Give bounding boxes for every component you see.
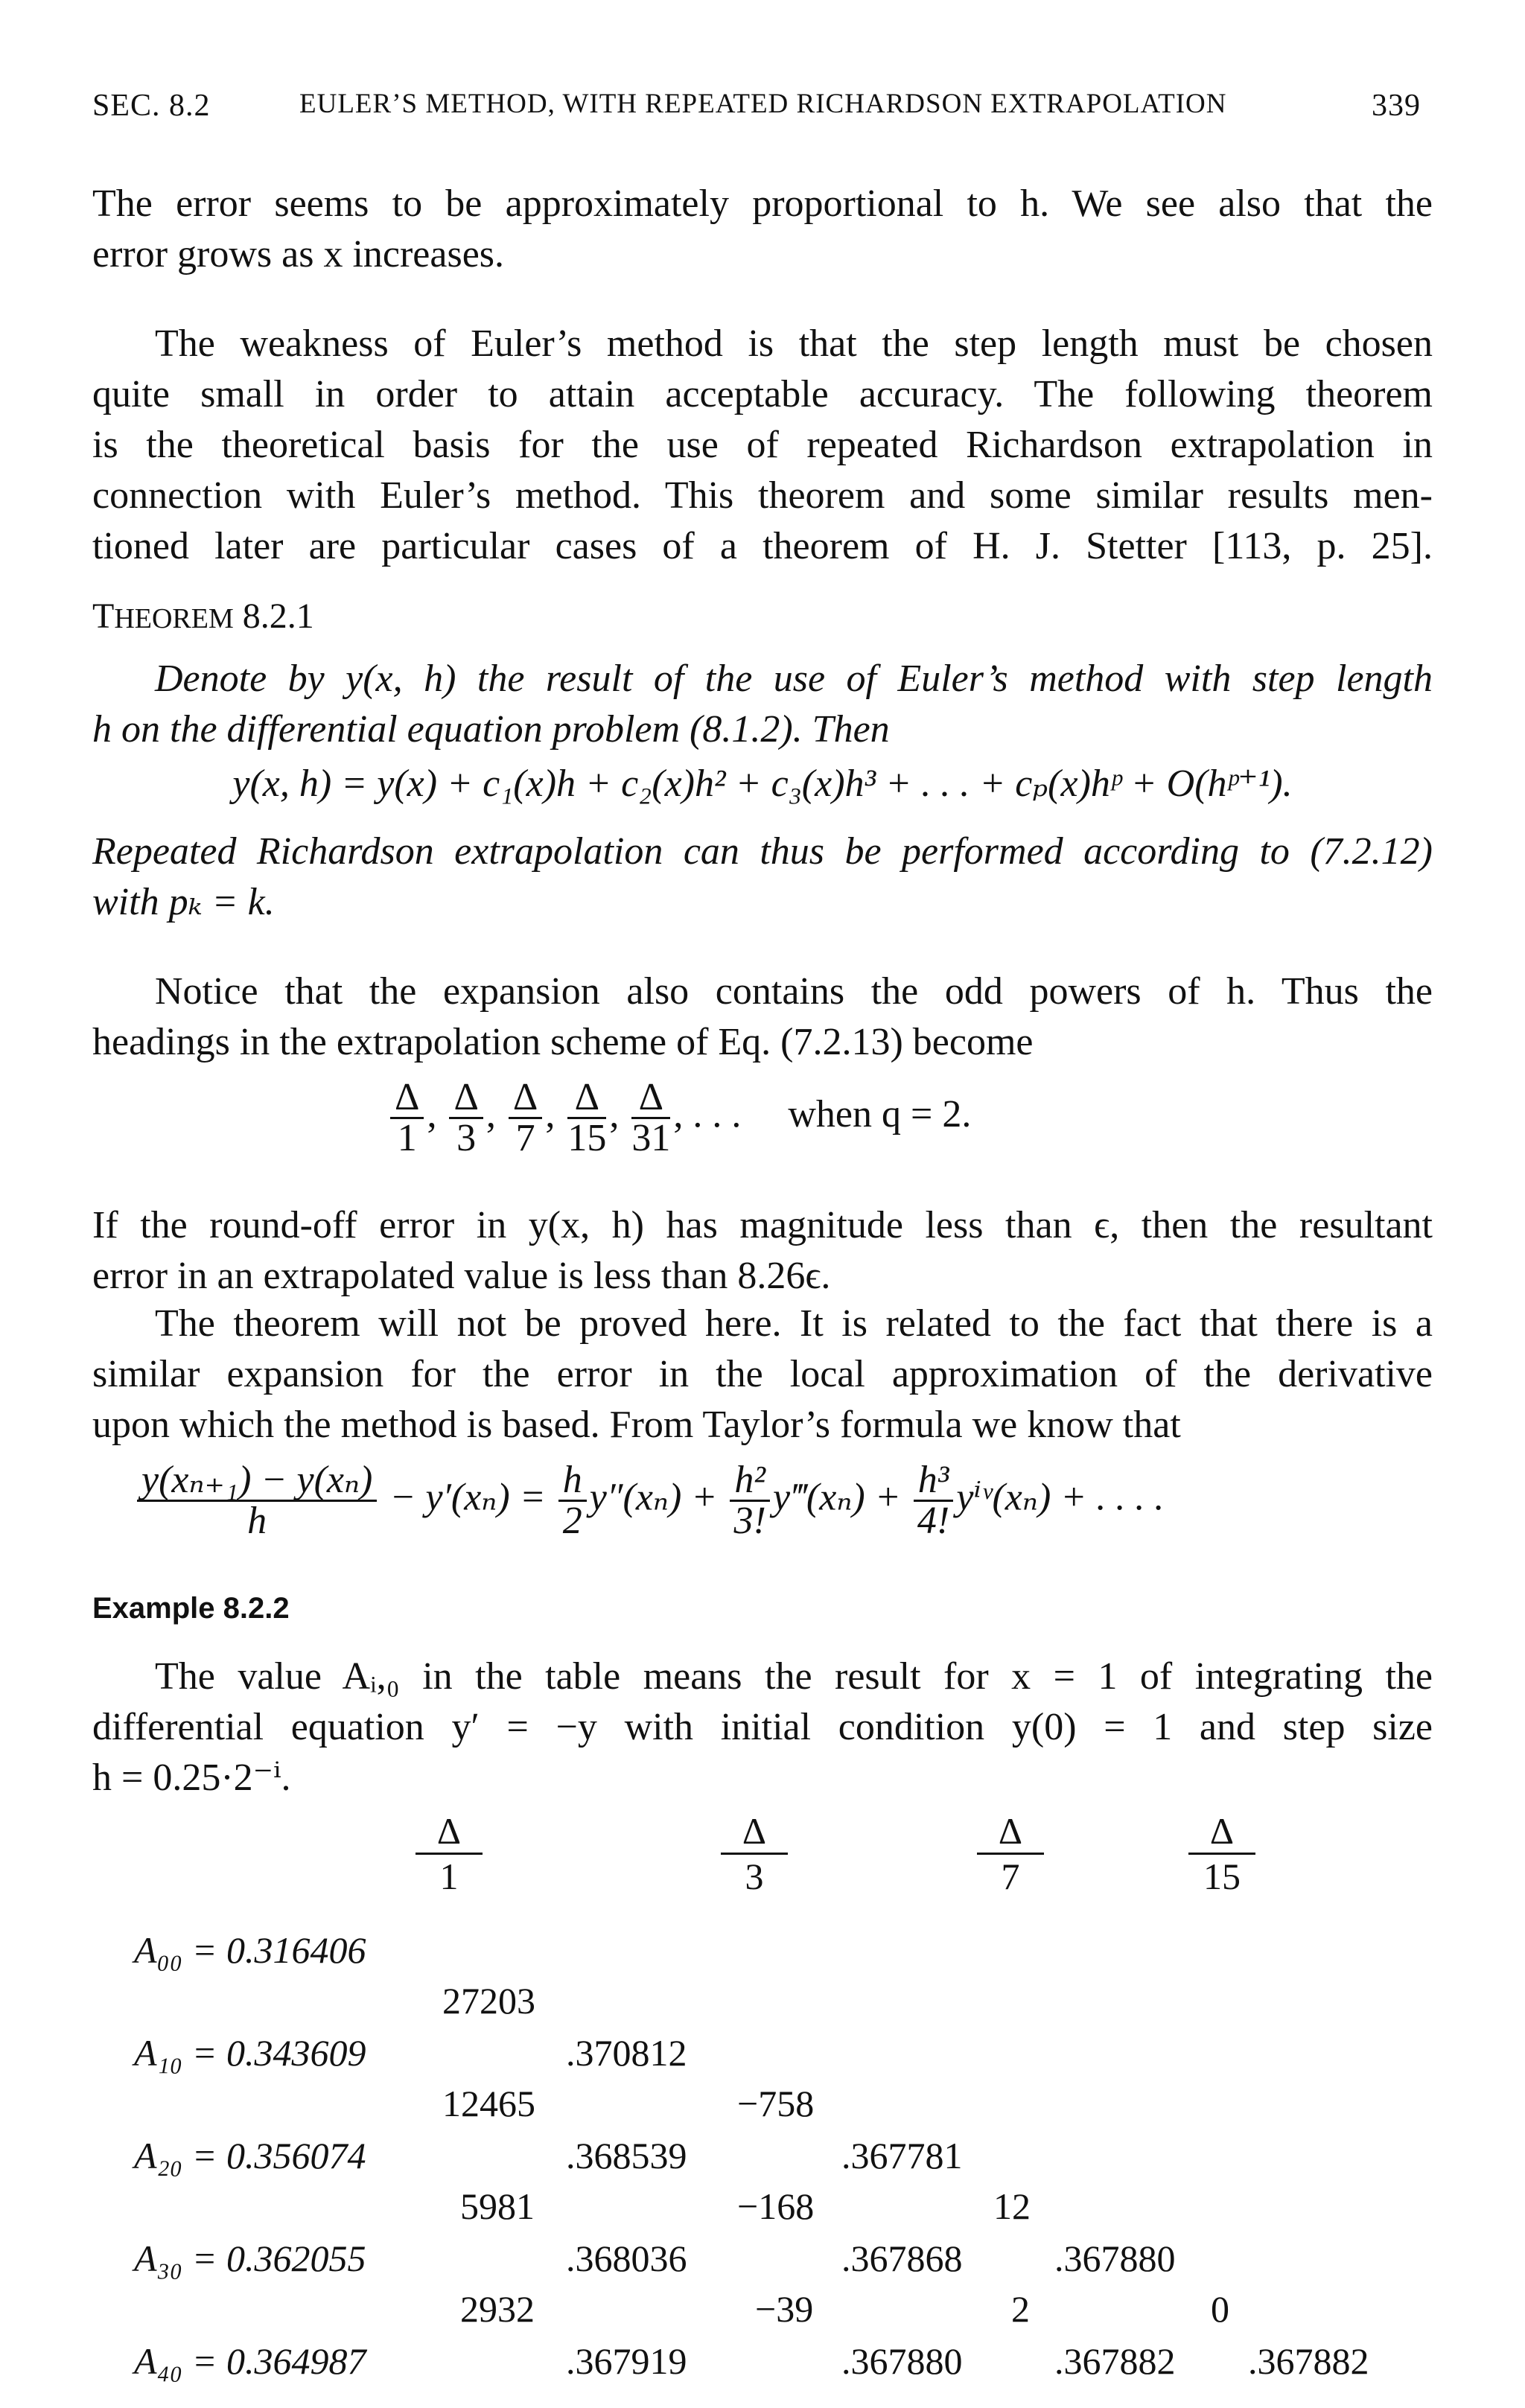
text-line: with pₖ = k. [92,881,275,923]
theorem-formula: y(x, h) = y(x) + c₁(x)h + c₂(x)h² + c₃(x)h³ + . . . + cₚ(x)hᵖ + O(hᵖ⁺¹). [232,762,1293,805]
table-value-cell: .367880 [1054,2237,1176,2279]
text-line: is the theoretical basis for the use of repeated Richardson extrapolation in [92,424,1433,466]
table-value-cell: .370812 [566,2032,687,2074]
example-heading: Example 8.2.2 [92,1592,290,1625]
table-diff-cell: −168 [737,2185,815,2227]
paragraph-2 [92,319,1433,572]
fraction: $\frac{\text{h³}}{4!}$ [914,1461,954,1541]
fraction: $\frac{\Delta}{3}$ [449,1078,483,1158]
fraction: $\frac{\Delta}{7}$ [509,1078,542,1158]
text-line: error grows as x increases. [92,233,505,275]
table-value-cell: .368036 [566,2237,687,2279]
table-col-head: $\frac{\Delta}{7}$ [977,1809,1044,1898]
text-line: differential equation y′ = −y with initial condition y(0) = 1 and step size [92,1706,1433,1748]
table-col-head: $\frac{\Delta}{1}$ [416,1809,483,1898]
table-col-head: $\frac{\Delta}{3}$ [721,1809,788,1898]
text-line: The value Aᵢ,₀ in the table means the result for x = 1 of integrating the [155,1655,1433,1698]
table-diff-cell: −39 [755,2288,814,2330]
text-line: The theorem will not be proved here. It is related to the fact that there is a [155,1302,1433,1345]
table-diff-cell: 27203 [442,1980,535,2022]
text-line: quite small in order to attain acceptable accuracy. The following theorem [92,373,1433,415]
text-line: The weakness of Euler’s method is that the step length must be chosen [155,322,1433,365]
text-line: Notice that the expansion also contains the odd powers of h. Thus the [155,970,1433,1013]
table-value-cell: .367880 [841,2340,963,2382]
table-diff-cell: −758 [737,2083,815,2124]
text-line: upon which the method is based. From Taylor’s formula we know that [92,1404,1181,1446]
text-line: Denote by y(x, h) the result of the use of Euler’s method with step length [155,657,1433,700]
theorem-label: THEOREM 8.2.1 [92,596,314,636]
table-value-cell: .367882 [1054,2340,1176,2382]
text-line: error in an extrapolated value is less than 8.26ϵ. [92,1255,831,1297]
header-title: EULER’S METHOD, WITH REPEATED RICHARDSON EXTRAPOLATION [299,89,1227,119]
table-diff-cell: 2932 [460,2288,535,2330]
table-value-cell: .367781 [841,2135,963,2176]
text-line: headings in the extrapolation scheme of Eq. (7.2.13) become [92,1021,1034,1063]
text-line: If the round-off error in y(x, h) has magnitude less than ϵ, then the resultant [92,1204,1433,1246]
paragraph-3 [92,966,1433,1068]
table-diff-cell: 2 [1011,2288,1030,2330]
table-row-label: A₀₀ = 0.316406 [134,1929,366,1971]
taylor-equation: $\frac{\text{y(xₙ₊₁) − y(xₙ)}}{h}$ − y′(xₙ) = $\frac{h}{2}$ y″(xₙ) + $\frac{\text{h²}}{3!}$ y‴(xₙ) + $\frac{\text{h³}}{4!}$ yⁱᵛ(xₙ) + . . . . [134,1461,1164,1541]
text-line: h on the differential equation problem (8.1.2). Then [92,708,890,751]
table-diff-cell: 5981 [460,2185,535,2227]
header-section: SEC. 8.2 [92,89,211,123]
fraction: $\frac{h}{2}$ [558,1461,587,1541]
table-diff-cell: 12 [993,2185,1031,2227]
fraction: $\frac{\Delta}{31}$ [631,1076,671,1159]
theorem-body [92,654,1433,755]
paragraph-1 [92,179,1433,280]
fraction: $\frac{\Delta}{1}$ [390,1078,424,1158]
header-page-number: 339 [1372,89,1421,123]
table-value-cell: .367882 [1248,2340,1369,2382]
table-diff-cell: 12465 [442,2083,535,2124]
table-row-label: A₃₀ = 0.362055 [134,2237,366,2279]
example-text [92,1651,1433,1803]
fraction: $\frac{\text{h²}}{3!}$ [730,1461,770,1541]
table-value-cell: .367919 [566,2340,687,2382]
table-value-cell: .367868 [841,2237,963,2279]
text-line: tioned later are particular cases of a theorem of H. J. Stetter [113, p. 25]. [92,525,1433,567]
paragraph-4 [92,1200,1433,1302]
fraction: $\frac{\text{y(xₙ₊₁) − y(xₙ)}}{h}$ [137,1461,377,1541]
text-line: Repeated Richardson extrapolation can thus be performed according to (7.2.12) [92,830,1433,873]
fraction: $\frac{\Delta}{15}$ [567,1076,607,1159]
text-line: The error seems to be approximately proportional to h. We see also that the [92,182,1433,225]
table-row-label: A₂₀ = 0.356074 [134,2135,366,2176]
headings-equation: $\frac{\Delta}{1}$ , $\frac{\Delta}{3}$ , $\frac{\Delta}{7}$ , $\frac{\Delta}{15}$ , $\frac{\Delta}{31}$ , . . . when q = 2. [387,1078,971,1158]
table-diff-cell: 0 [1211,2288,1229,2330]
paragraph-5 [92,1299,1433,1450]
table-row-label: A₄₀ = 0.364987 [134,2340,366,2382]
text-line: h = 0.25·2⁻ⁱ. [92,1756,291,1799]
text-line: connection with Euler’s method. This theorem and some similar results men- [92,474,1433,517]
text-line: similar expansion for the error in the local approximation of the derivative [92,1353,1433,1395]
table-row-label: A₁₀ = 0.343609 [134,2032,366,2074]
theorem-conclusion [92,826,1433,928]
table-value-cell: .368539 [566,2135,687,2176]
table-col-head: $\frac{\Delta}{15}$ [1188,1809,1255,1898]
